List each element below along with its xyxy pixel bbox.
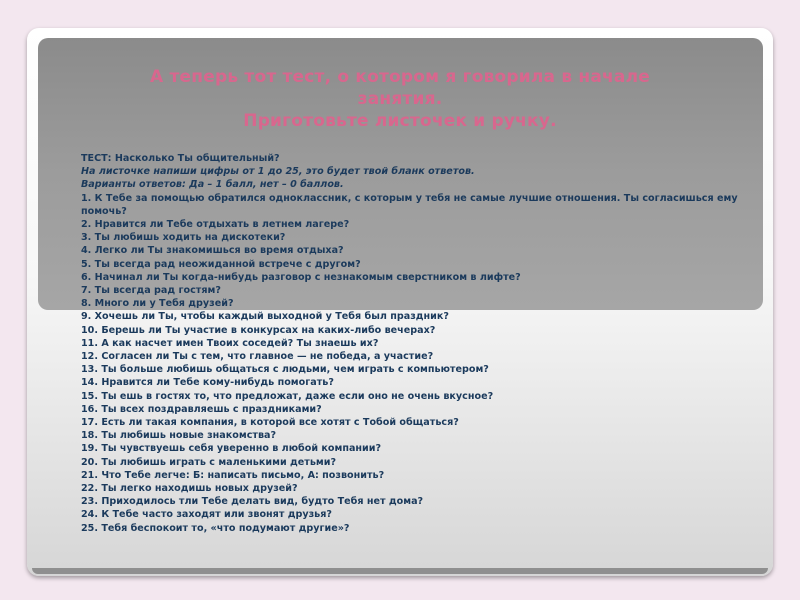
question-item: 9. Хочешь ли Ты, чтобы каждый выходной у Тебя был праздник? — [81, 311, 449, 323]
question-item: 19. Ты чувствуешь себя уверенно в любой компании? — [81, 443, 382, 455]
question-item: 18. Ты любишь новые знакомства? — [81, 430, 277, 442]
question-item: 7. Ты всегда рад гостям? — [81, 285, 221, 297]
question-item: 12. Согласен ли Ты с тем, что главное — не победа, а участие? — [81, 351, 434, 363]
test-instruction: На листочке напиши цифры от 1 до 25, это будет твой бланк ответов. — [81, 166, 475, 178]
test-heading: ТЕСТ: Насколько Ты общительный? — [81, 153, 280, 164]
slide-title-line-1: А теперь тот тест, о котором я говорила в начале — [150, 67, 650, 87]
slide-title-line-2: занятия. — [357, 89, 443, 109]
question-item: 2. Нравится ли Тебе отдыхать в летнем лагере? — [81, 219, 350, 231]
question-item: 8. Много ли у Тебя друзей? — [81, 298, 234, 310]
slide-title-line-3: Приготовьте листочек и ручку. — [243, 111, 557, 131]
slide-bottom-edge — [32, 568, 768, 574]
question-item: 20. Ты любишь играть с маленькими детьми? — [81, 456, 337, 468]
question-item: 13. Ты больше любишь общаться с людьми, чем играть с компьютером? — [81, 364, 489, 376]
question-item: 15. Ты ешь в гостях то, что предложат, даже если оно не очень вкусное? — [81, 390, 494, 402]
question-list — [81, 192, 751, 535]
question-item: 17. Есть ли такая компания, в которой все хотят с Тобой общаться? — [81, 417, 459, 429]
question-item: 23. Приходилось тли Тебе делать вид, будто Тебя нет дома? — [81, 496, 424, 508]
test-content — [81, 152, 751, 535]
question-item: 1. К Тебе за помощью обратился одноклассник, с которым у тебя не самые лучшие отношения. Ты согласишься ему помочь? — [81, 192, 738, 217]
question-item: 11. А как насчет имен Твоих соседей? Ты знаешь их? — [81, 337, 379, 349]
question-item: 22. Ты легко находишь новых друзей? — [81, 483, 298, 495]
question-item: 3. Ты любишь ходить на дискотеки? — [81, 232, 286, 244]
question-item: 10. Берешь ли Ты участие в конкурсах на каких-либо вечерах? — [81, 324, 436, 336]
question-item: 6. Начинал ли Ты когда-нибудь разговор с незнакомым сверстником в лифте? — [81, 271, 521, 283]
slide-title — [90, 66, 710, 132]
question-item: 16. Ты всех поздравляешь с праздниками? — [81, 403, 322, 415]
test-answer-options: Варианты ответов: Да – 1 балл, нет – 0 баллов. — [81, 179, 344, 191]
question-item: 14. Нравится ли Тебе кому-нибудь помогать? — [81, 377, 334, 389]
question-item: 4. Легко ли Ты знакомишься во время отдыха? — [81, 245, 344, 257]
question-item: 24. К Тебе часто заходят или звонят друзья? — [81, 509, 332, 521]
question-item: 5. Ты всегда рад неожиданной встрече с другом? — [81, 258, 361, 270]
question-item: 21. Что Тебе легче: Б: написать письмо, А: позвонить? — [81, 469, 385, 481]
question-item: 25. Тебя беспокоит то, «что подумают другие»? — [81, 522, 350, 534]
